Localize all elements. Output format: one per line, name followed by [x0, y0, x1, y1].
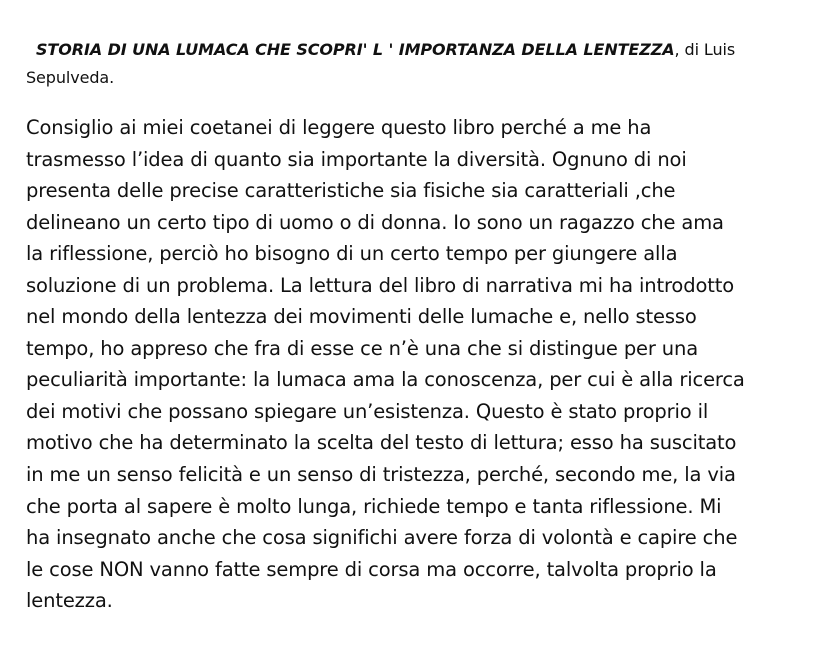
paragraph-line: delineano un certo tipo di uomo o di donna. Io sono un ragazzo che ama: [26, 210, 724, 234]
paragraph-line: tempo, ho appreso che fra di esse ce n’è una che si distingue per una: [26, 336, 699, 360]
paragraph-line: soluzione di un problema. La lettura del libro di narrativa mi ha introdotto: [26, 273, 734, 297]
paragraph-line: peculiarità importante: la lumaca ama la conoscenza, per cui è alla ricerca: [26, 368, 745, 392]
paragraph-line: ha insegnato anche che cosa significhi avere forza di volontà e capire che: [26, 526, 738, 550]
paragraph-line: nel mondo della lentezza dei movimenti delle lumache e, nello stesso: [26, 305, 697, 329]
paragraph-line: dei motivi che possano spiegare un’esistenza. Questo è stato proprio il: [26, 399, 709, 423]
author-name: Sepulveda.: [26, 68, 115, 87]
paragraph-line: lentezza.: [26, 589, 113, 613]
review-paragraph: [26, 112, 806, 617]
paragraph-line: la riflessione, perciò ho bisogno di un certo tempo per giungere alla: [26, 242, 678, 266]
paragraph-line: le cose NON vanno fatte sempre di corsa ma occorre, talvolta proprio la: [26, 557, 717, 581]
paragraph-line: trasmesso l’idea di quanto sia importante la diversità. Ognuno di noi: [26, 147, 687, 171]
document-header: [26, 36, 796, 92]
paragraph-line: presenta delle precise caratteristiche sia fisiche sia caratteriali ,che: [26, 179, 676, 203]
author-prefix: , di Luis: [674, 40, 736, 59]
paragraph-line: motivo che ha determinato la scelta del testo di lettura; esso ha suscitato: [26, 431, 737, 455]
book-title: STORIA DI UNA LUMACA CHE SCOPRI' L ' IMPORTANZA DELLA LENTEZZA: [36, 40, 675, 59]
paragraph-line: Consiglio ai miei coetanei di leggere questo libro perché a me ha: [26, 116, 652, 139]
paragraph-line: che porta al sapere è molto lunga, richiede tempo e tanta riflessione. Mi: [26, 494, 722, 518]
paragraph-line: in me un senso felicità e un senso di tristezza, perché, secondo me, la via: [26, 463, 736, 487]
